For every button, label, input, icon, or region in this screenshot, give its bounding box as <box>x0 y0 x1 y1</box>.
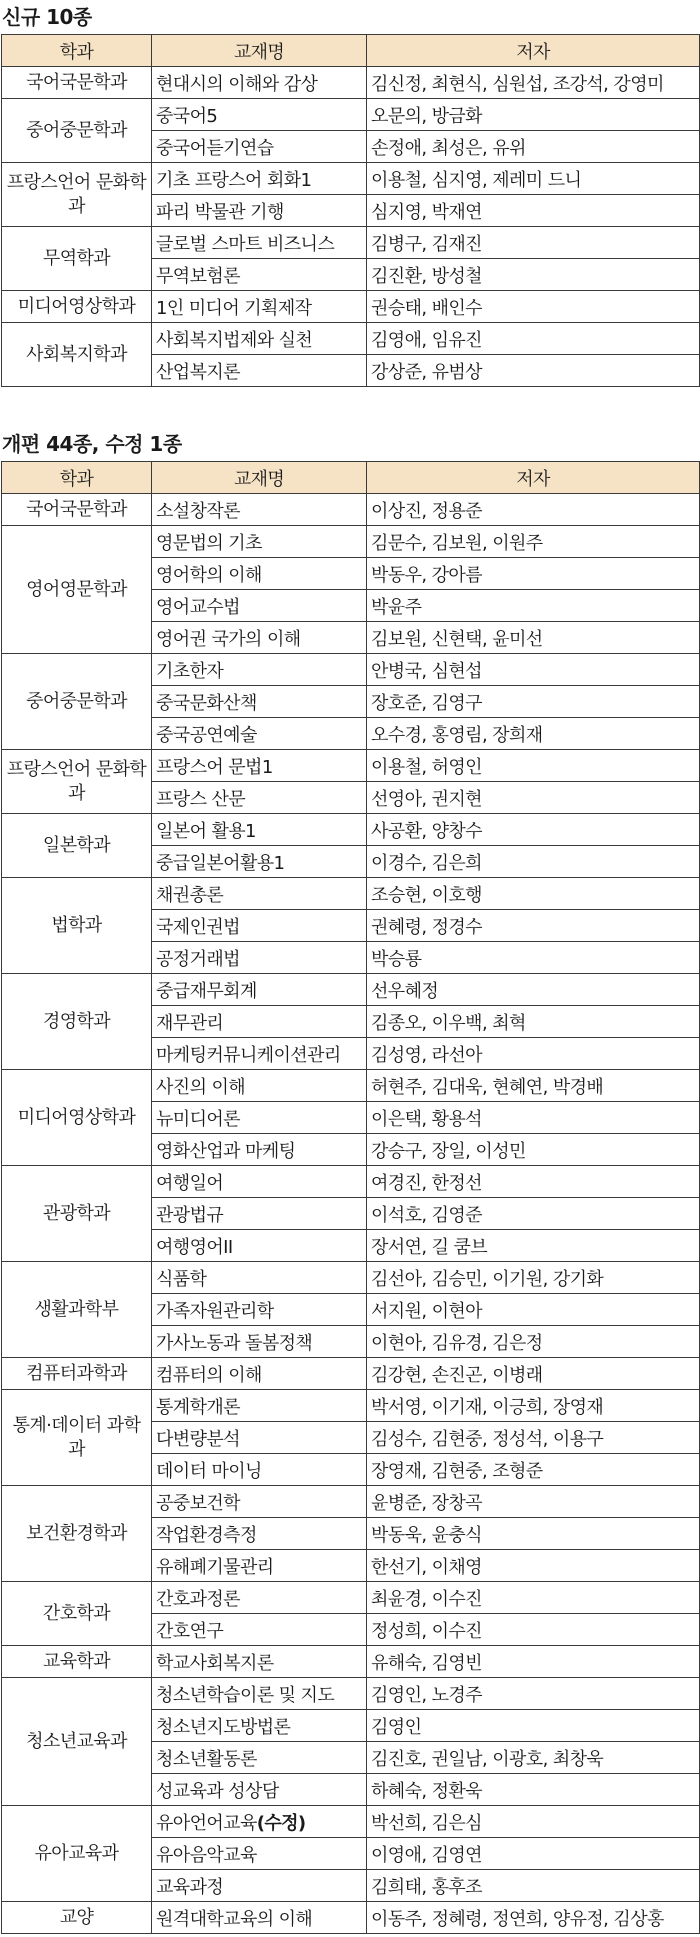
book-title: 통계학개론 <box>156 1396 240 1418</box>
book-cell <box>152 131 367 163</box>
table-row <box>2 163 700 195</box>
author-cell: 선우혜정 <box>367 974 700 1006</box>
table-row <box>2 1166 700 1198</box>
author-cell: 김영애, 임유진 <box>367 323 700 355</box>
table-row <box>2 526 700 558</box>
header-author: 저자 <box>367 462 700 494</box>
book-cell <box>152 163 367 195</box>
book-cell <box>152 1390 367 1422</box>
author-cell: 윤병준, 장창곡 <box>367 1486 700 1518</box>
author-cell: 이동주, 정혜령, 정연희, 양유정, 김상홍 <box>367 1902 700 1934</box>
section-title-new: 신규 10종 <box>2 5 92 29</box>
header-author: 저자 <box>367 35 700 67</box>
book-title: 글로벌 스마트 비즈니스 <box>156 233 335 255</box>
table-row <box>2 291 700 323</box>
book-cell <box>152 558 367 590</box>
book-cell <box>152 1166 367 1198</box>
book-title: 중국공연예술 <box>156 724 257 746</box>
author-cell: 김문수, 김보원, 이원주 <box>367 526 700 558</box>
book-title: 채권총론 <box>156 884 224 906</box>
book-title: 프랑스어 문법1 <box>156 756 273 778</box>
book-cell <box>152 195 367 227</box>
dept-cell: 미디어영상학과 <box>2 291 152 323</box>
dept-cell: 중어중문학과 <box>2 99 152 163</box>
book-title: 일본어 활용1 <box>156 820 256 842</box>
dept-cell: 미디어영상학과 <box>2 1070 152 1166</box>
author-cell: 조승현, 이호행 <box>367 878 700 910</box>
revision-mark: (수정) <box>256 1812 306 1834</box>
author-cell: 김성영, 라선아 <box>367 1038 700 1070</box>
author-cell: 김진환, 방성철 <box>367 259 700 291</box>
book-title: 사진의 이해 <box>156 1076 246 1098</box>
book-title: 파리 박물관 기행 <box>156 201 284 223</box>
book-cell <box>152 1774 367 1806</box>
table-row <box>2 67 700 99</box>
author-cell: 박선희, 김은심 <box>367 1806 700 1838</box>
section-title-revised: 개편 44종, 수정 1종 <box>2 432 182 456</box>
table-body-new <box>2 67 700 387</box>
book-cell <box>152 654 367 686</box>
book-title: 국제인권법 <box>156 916 240 938</box>
book-title: 관광법규 <box>156 1204 224 1226</box>
book-title: 학교사회복지론 <box>156 1652 274 1674</box>
book-cell <box>152 1838 367 1870</box>
book-cell <box>152 1742 367 1774</box>
book-cell <box>152 1582 367 1614</box>
book-cell <box>152 1262 367 1294</box>
book-cell <box>152 526 367 558</box>
book-title: 가족자원관리학 <box>156 1300 274 1322</box>
book-cell <box>152 942 367 974</box>
author-cell: 김영인, 노경주 <box>367 1678 700 1710</box>
header-book: 교재명 <box>152 462 367 494</box>
book-title: 교육과정 <box>156 1876 224 1898</box>
book-title: 청소년활동론 <box>156 1748 257 1770</box>
author-cell: 서지원, 이현아 <box>367 1294 700 1326</box>
table-row <box>2 1358 700 1390</box>
dept-cell: 중어중문학과 <box>2 654 152 750</box>
table-row <box>2 1582 700 1614</box>
book-cell <box>152 1710 367 1742</box>
book-title: 사회복지법제와 실천 <box>156 329 313 351</box>
book-cell <box>152 878 367 910</box>
dept-cell: 영어영문학과 <box>2 526 152 654</box>
book-title: 재무관리 <box>156 1012 224 1034</box>
author-cell: 박승룡 <box>367 942 700 974</box>
book-cell <box>152 590 367 622</box>
author-cell: 이상진, 정용준 <box>367 494 700 526</box>
table-row <box>2 1806 700 1838</box>
book-title: 다변량분석 <box>156 1428 240 1450</box>
author-cell: 유해숙, 김영빈 <box>367 1646 700 1678</box>
author-cell: 장호준, 김영구 <box>367 686 700 718</box>
book-title: 중국어5 <box>156 105 218 127</box>
table-row <box>2 1390 700 1422</box>
book-cell <box>152 1646 367 1678</box>
book-cell <box>152 1870 367 1902</box>
book-title: 청소년학습이론 및 지도 <box>156 1684 335 1706</box>
author-cell: 박윤주 <box>367 590 700 622</box>
book-title: 가사노동과 돌봄정책 <box>156 1332 313 1354</box>
table-row <box>2 1902 700 1934</box>
section-revised <box>0 427 700 1934</box>
header-dept: 학과 <box>2 462 152 494</box>
author-cell: 사공환, 양창수 <box>367 814 700 846</box>
dept-cell: 국어국문학과 <box>2 67 152 99</box>
author-cell: 박동욱, 윤충식 <box>367 1518 700 1550</box>
table-row <box>2 1070 700 1102</box>
book-cell <box>152 782 367 814</box>
book-title: 마케팅커뮤니케이션관리 <box>156 1044 341 1066</box>
book-title: 중국어듣기연습 <box>156 137 274 159</box>
author-cell: 여경진, 한정선 <box>367 1166 700 1198</box>
book-title: 프랑스 산문 <box>156 788 246 810</box>
dept-cell: 일본학과 <box>2 814 152 878</box>
table-row <box>2 494 700 526</box>
author-cell: 이용철, 허영인 <box>367 750 700 782</box>
author-cell: 심지영, 박재연 <box>367 195 700 227</box>
book-title: 컴퓨터의 이해 <box>156 1364 262 1386</box>
book-cell <box>152 1614 367 1646</box>
book-title: 여행영어II <box>156 1236 233 1258</box>
author-cell: 장서연, 길 쿰브 <box>367 1230 700 1262</box>
book-cell <box>152 227 367 259</box>
book-cell <box>152 910 367 942</box>
table-row <box>2 750 700 782</box>
revised-textbook-table <box>1 461 700 1934</box>
book-cell <box>152 1006 367 1038</box>
book-cell <box>152 99 367 131</box>
dept-cell: 통계·데이터 과학과 <box>2 1390 152 1486</box>
book-cell <box>152 1678 367 1710</box>
book-title: 기초한자 <box>156 660 224 682</box>
book-title: 간호과정론 <box>156 1588 240 1610</box>
author-cell: 강승구, 장일, 이성민 <box>367 1134 700 1166</box>
book-title: 소설창작론 <box>156 500 240 522</box>
author-cell: 김강현, 손진곤, 이병래 <box>367 1358 700 1390</box>
author-cell: 이영애, 김영연 <box>367 1838 700 1870</box>
table-row <box>2 1678 700 1710</box>
author-cell: 손정애, 최성은, 유위 <box>367 131 700 163</box>
table-row <box>2 227 700 259</box>
book-cell <box>152 974 367 1006</box>
book-cell <box>152 1518 367 1550</box>
author-cell: 김선아, 김승민, 이기원, 강기화 <box>367 1262 700 1294</box>
table-row <box>2 654 700 686</box>
table-row <box>2 814 700 846</box>
table-row <box>2 1262 700 1294</box>
book-cell <box>152 686 367 718</box>
dept-cell: 청소년교육과 <box>2 1678 152 1806</box>
dept-cell: 간호학과 <box>2 1582 152 1646</box>
header-row <box>2 462 700 494</box>
author-cell: 이은택, 황용석 <box>367 1102 700 1134</box>
dept-cell: 무역학과 <box>2 227 152 291</box>
author-cell: 장영재, 김현중, 조형준 <box>367 1454 700 1486</box>
dept-cell: 경영학과 <box>2 974 152 1070</box>
dept-cell: 컴퓨터과학과 <box>2 1358 152 1390</box>
book-title: 작업환경측정 <box>156 1524 257 1546</box>
book-title: 중국문화산책 <box>156 692 257 714</box>
book-title: 영어학의 이해 <box>156 564 262 586</box>
book-title: 유아언어교육 <box>156 1812 257 1834</box>
table-row <box>2 99 700 131</box>
book-title: 여행일어 <box>156 1172 224 1194</box>
author-cell: 선영아, 권지현 <box>367 782 700 814</box>
author-cell: 박서영, 이기재, 이긍희, 장영재 <box>367 1390 700 1422</box>
author-cell: 김종오, 이우백, 최혁 <box>367 1006 700 1038</box>
author-cell: 권혜령, 정경수 <box>367 910 700 942</box>
author-cell: 김영인 <box>367 1710 700 1742</box>
author-cell: 최윤경, 이수진 <box>367 1582 700 1614</box>
dept-cell: 보건환경학과 <box>2 1486 152 1582</box>
book-title: 현대시의 이해와 감상 <box>156 73 318 95</box>
header-row <box>2 35 700 67</box>
dept-cell: 생활과학부 <box>2 1262 152 1358</box>
table-row <box>2 1646 700 1678</box>
book-title: 1인 미디어 기획제작 <box>156 297 312 319</box>
book-cell <box>152 1294 367 1326</box>
author-cell: 김성수, 김현중, 정성석, 이용구 <box>367 1422 700 1454</box>
author-cell: 이경수, 김은희 <box>367 846 700 878</box>
book-cell <box>152 1038 367 1070</box>
book-cell <box>152 323 367 355</box>
book-title: 식품학 <box>156 1268 207 1290</box>
book-title: 유아음악교육 <box>156 1844 257 1866</box>
author-cell: 안병국, 심현섭 <box>367 654 700 686</box>
dept-cell: 유아교육과 <box>2 1806 152 1902</box>
dept-cell: 국어국문학과 <box>2 494 152 526</box>
book-cell <box>152 750 367 782</box>
book-cell <box>152 1550 367 1582</box>
new-textbook-table <box>1 34 700 387</box>
book-title: 무역보험론 <box>156 265 240 287</box>
author-cell: 이석호, 김영준 <box>367 1198 700 1230</box>
book-cell <box>152 1326 367 1358</box>
book-title: 기초 프랑스어 회화1 <box>156 169 312 191</box>
book-title: 데이터 마이닝 <box>156 1460 262 1482</box>
author-cell: 강상준, 유범상 <box>367 355 700 387</box>
book-title: 영화산업과 마케팅 <box>156 1140 296 1162</box>
book-title: 공중보건학 <box>156 1492 240 1514</box>
book-cell <box>152 1102 367 1134</box>
book-cell <box>152 1070 367 1102</box>
author-cell: 김진호, 권일남, 이광호, 최창욱 <box>367 1742 700 1774</box>
section-new <box>0 0 700 387</box>
table-row <box>2 878 700 910</box>
author-cell: 김병구, 김재진 <box>367 227 700 259</box>
book-title: 영문법의 기초 <box>156 532 262 554</box>
header-book: 교재명 <box>152 35 367 67</box>
author-cell: 권승태, 배인수 <box>367 291 700 323</box>
author-cell: 오문의, 방금화 <box>367 99 700 131</box>
book-cell <box>152 1230 367 1262</box>
book-cell <box>152 494 367 526</box>
dept-cell: 관광학과 <box>2 1166 152 1262</box>
dept-cell: 교육학과 <box>2 1646 152 1678</box>
book-cell <box>152 1806 367 1838</box>
book-title: 공정거래법 <box>156 948 240 970</box>
book-cell <box>152 291 367 323</box>
author-cell: 김보원, 신현택, 윤미선 <box>367 622 700 654</box>
author-cell: 이현아, 김유경, 김은정 <box>367 1326 700 1358</box>
dept-cell: 프랑스언어 문화학과 <box>2 750 152 814</box>
book-cell <box>152 1486 367 1518</box>
book-cell <box>152 718 367 750</box>
book-cell <box>152 259 367 291</box>
book-cell <box>152 1198 367 1230</box>
book-cell <box>152 846 367 878</box>
book-title: 간호연구 <box>156 1620 224 1642</box>
book-title: 원격대학교육의 이해 <box>156 1908 313 1930</box>
book-title: 중급재무회계 <box>156 980 257 1002</box>
book-title: 영어권 국가의 이해 <box>156 628 301 650</box>
book-title: 성교육과 성상담 <box>156 1780 279 1802</box>
author-cell: 허현주, 김대욱, 현혜연, 박경배 <box>367 1070 700 1102</box>
book-cell <box>152 67 367 99</box>
book-cell <box>152 1902 367 1934</box>
book-cell <box>152 1134 367 1166</box>
author-cell: 이용철, 심지영, 제레미 드니 <box>367 163 700 195</box>
header-dept: 학과 <box>2 35 152 67</box>
book-title: 산업복지론 <box>156 361 240 383</box>
table-row <box>2 974 700 1006</box>
author-cell: 오수경, 홍영림, 장희재 <box>367 718 700 750</box>
book-title: 영어교수법 <box>156 596 240 618</box>
table-body-revised <box>2 494 700 1934</box>
table-row <box>2 323 700 355</box>
author-cell: 한선기, 이채영 <box>367 1550 700 1582</box>
book-cell <box>152 1454 367 1486</box>
book-title: 유해폐기물관리 <box>156 1556 274 1578</box>
book-title: 중급일본어활용1 <box>156 852 285 874</box>
author-cell: 박동우, 강아름 <box>367 558 700 590</box>
book-cell <box>152 1422 367 1454</box>
dept-cell: 법학과 <box>2 878 152 974</box>
dept-cell: 프랑스언어 문화학과 <box>2 163 152 227</box>
author-cell: 김희태, 홍후조 <box>367 1870 700 1902</box>
book-cell <box>152 814 367 846</box>
book-cell <box>152 622 367 654</box>
book-cell <box>152 355 367 387</box>
author-cell: 김신정, 최현식, 심원섭, 조강석, 강영미 <box>367 67 700 99</box>
table-row <box>2 1486 700 1518</box>
book-title: 뉴미디어론 <box>156 1108 240 1130</box>
book-title: 청소년지도방법론 <box>156 1716 291 1738</box>
dept-cell: 사회복지학과 <box>2 323 152 387</box>
author-cell: 하혜숙, 정환욱 <box>367 1774 700 1806</box>
book-cell <box>152 1358 367 1390</box>
dept-cell: 교양 <box>2 1902 152 1934</box>
author-cell: 정성희, 이수진 <box>367 1614 700 1646</box>
